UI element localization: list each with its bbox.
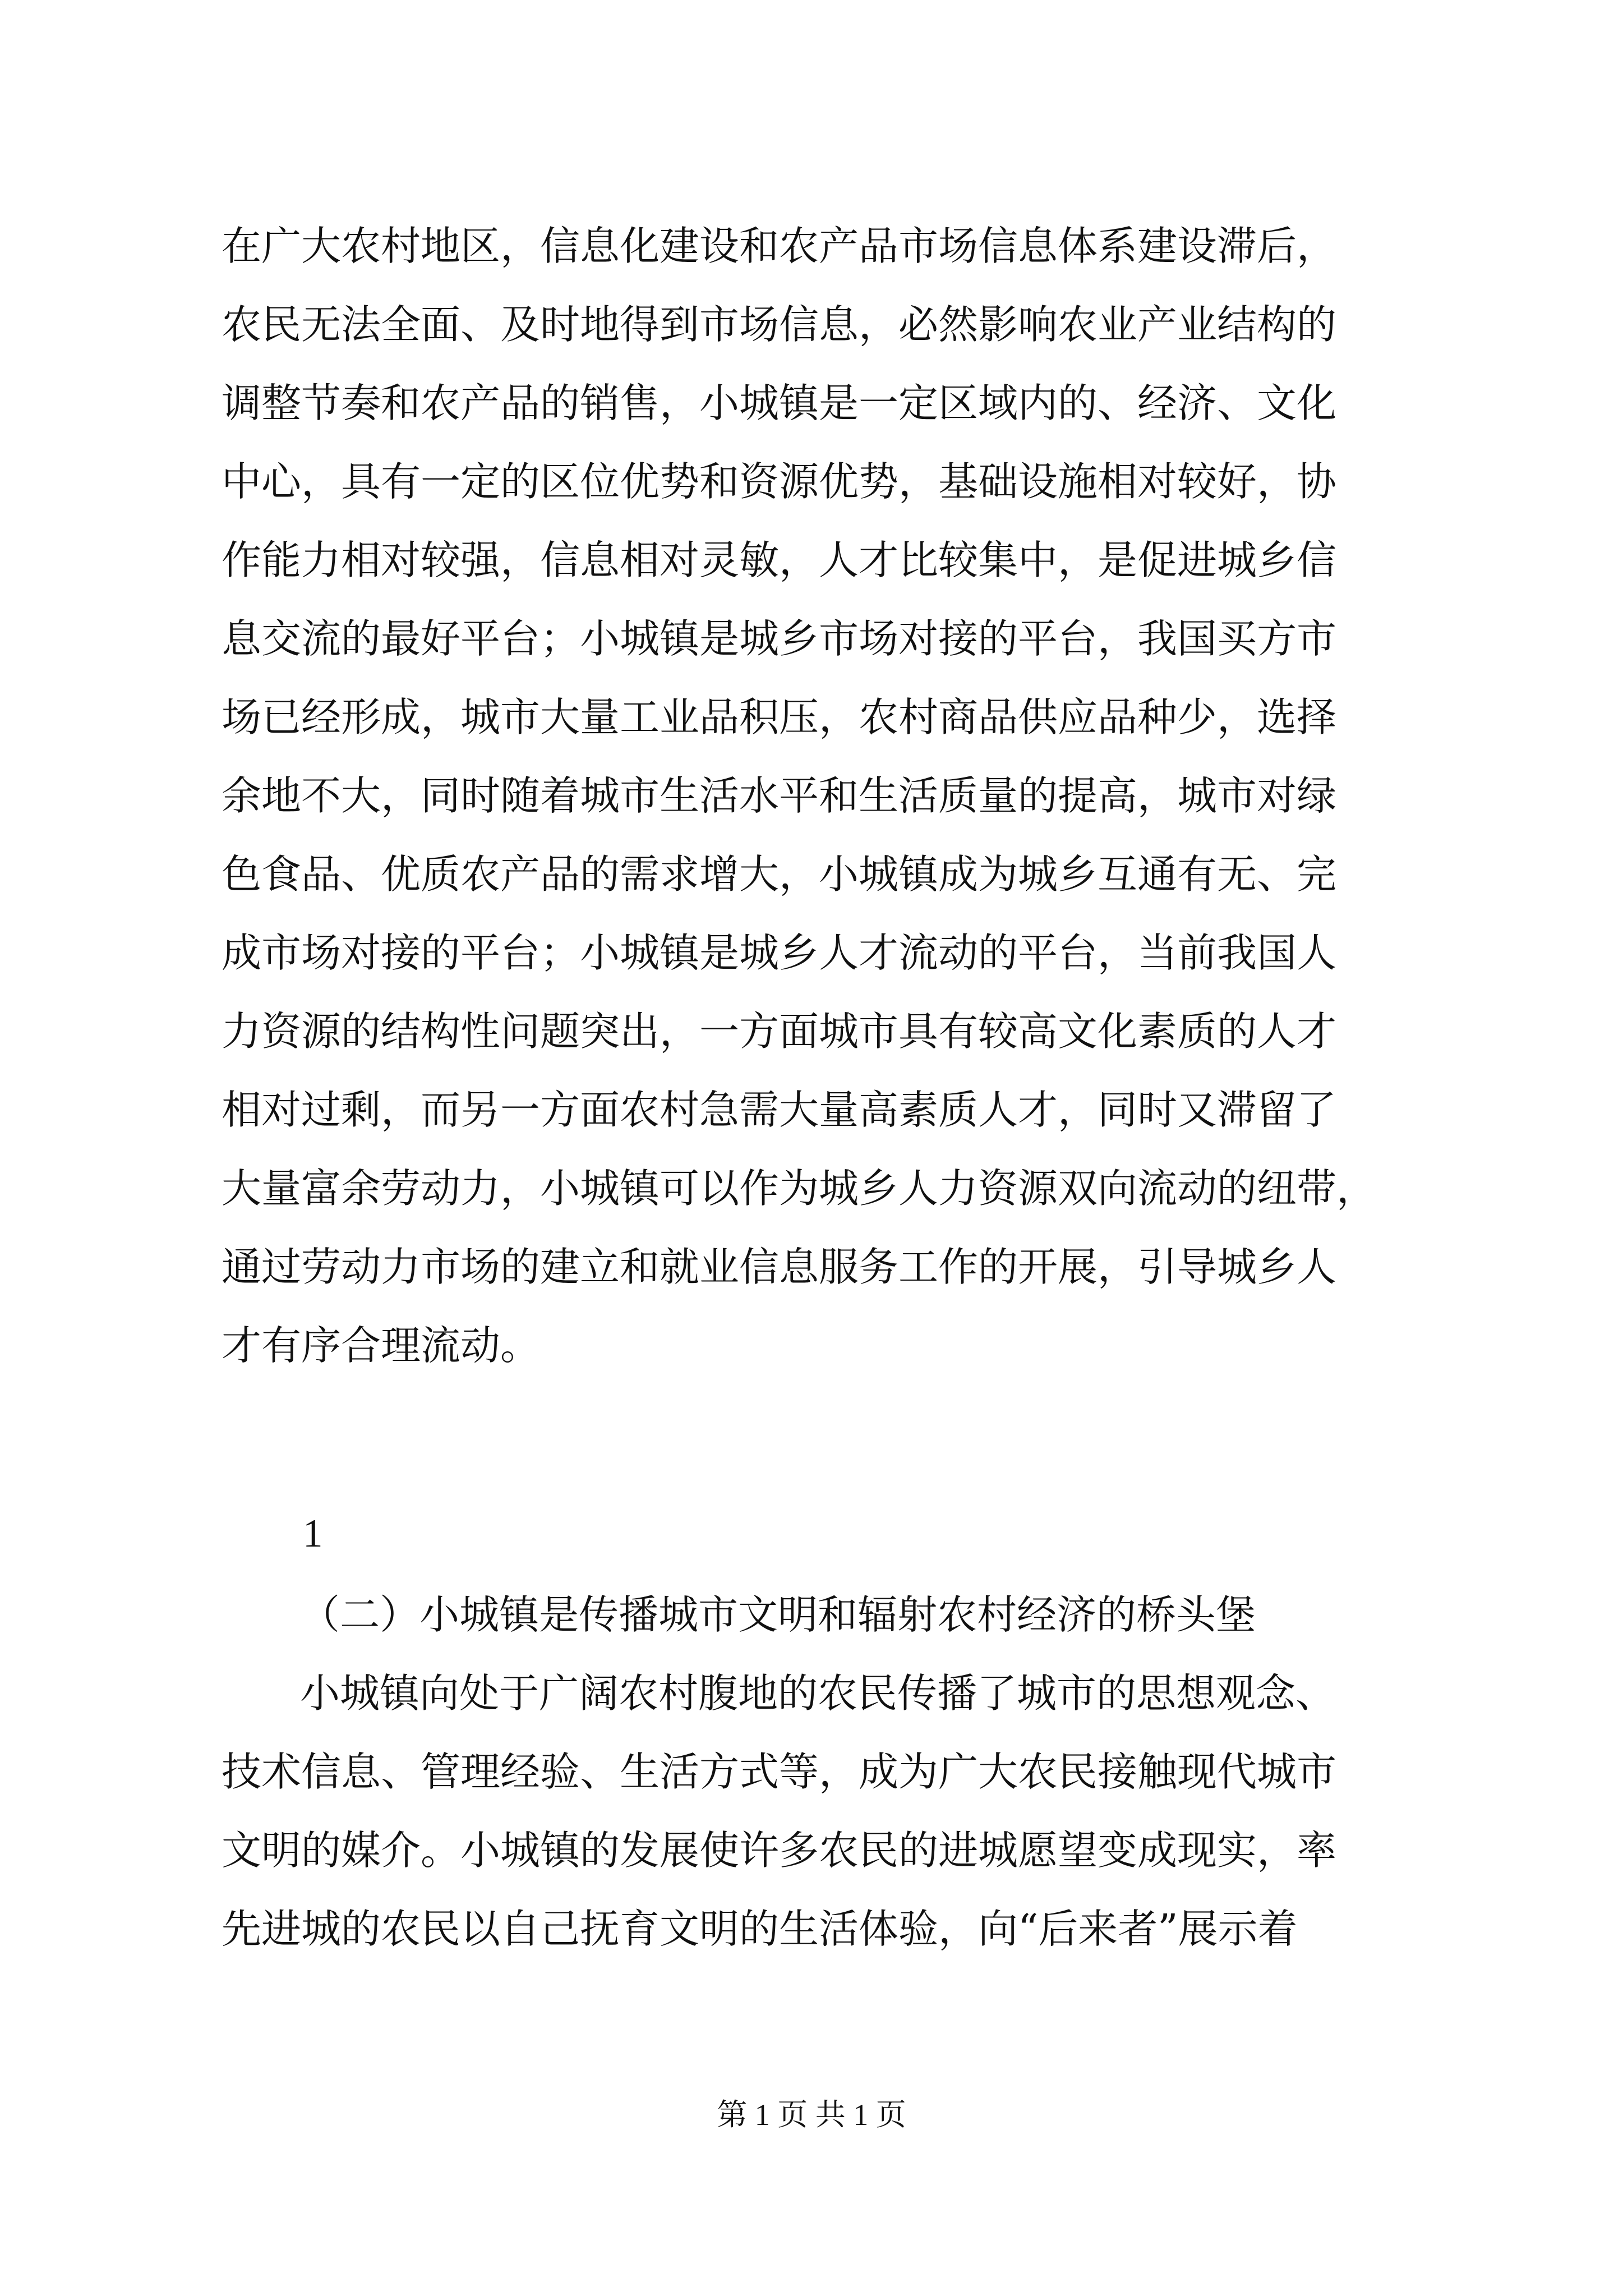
text-line: 中心，具有一定的区位优势和资源优势，基础设施相对较好，协 bbox=[222, 458, 1337, 505]
text-line: 色食品、优质农产品的需求增大，小城镇成为城乡互通有无、完 bbox=[222, 851, 1337, 898]
text-line: 余地不大，同时随着城市生活水平和生活质量的提高，城市对绿 bbox=[222, 772, 1337, 819]
text-line: 力资源的结构性问题突出，一方面城市具有较高文化素质的人才 bbox=[222, 1008, 1337, 1055]
section-heading: （二）小城镇是传播城市文明和辐射农村经济的桥头堡 bbox=[300, 1591, 1256, 1638]
text-line: 息交流的最好平台；小城镇是城乡市场对接的平台，我国买方市 bbox=[222, 615, 1337, 662]
text-line: 调整节奏和农产品的销售，小城镇是一定区域内的、经济、文化 bbox=[222, 380, 1337, 426]
text-line: 场已经形成，城市大量工业品积压，农村商品供应品种少，选择 bbox=[222, 694, 1337, 740]
text-line: 相对过剩，而另一方面农村急需大量高素质人才，同时又滞留了 bbox=[222, 1087, 1337, 1133]
text-line: 才有序合理流动。 bbox=[222, 1322, 541, 1369]
text-line: 小城镇向处于广阔农村腹地的农民传播了城市的思想观念、 bbox=[300, 1670, 1336, 1717]
text-line: 农民无法全面、及时地得到市场信息，必然影响农业产业结构的 bbox=[222, 301, 1337, 348]
text-line: 技术信息、管理经验、生活方式等，成为广大农民接触现代城市 bbox=[222, 1749, 1337, 1795]
text-line: 成市场对接的平台；小城镇是城乡人才流动的平台，当前我国人 bbox=[222, 930, 1337, 976]
text-line: 通过劳动力市场的建立和就业信息服务工作的开展，引导城乡人 bbox=[222, 1244, 1337, 1290]
page-footer: 第 1 页 共 1 页 bbox=[717, 2098, 906, 2132]
text-line: 大量富余劳动力，小城镇可以作为城乡人力资源双向流动的纽带， bbox=[222, 1165, 1377, 1212]
text-line: 文明的媒介。小城镇的发展使许多农民的进城愿望变成现实，率 bbox=[222, 1827, 1337, 1874]
text-line: 先进城的农民以自己抚育文明的生活体验，向“后来者”展示着 bbox=[222, 1906, 1298, 1952]
text-line: 作能力相对较强，信息相对灵敏，人才比较集中，是促进城乡信 bbox=[222, 537, 1337, 583]
text-line: 在广大农村地区，信息化建设和农产品市场信息体系建设滞后， bbox=[222, 223, 1337, 269]
page-number-marker: 1 bbox=[303, 1512, 323, 1556]
